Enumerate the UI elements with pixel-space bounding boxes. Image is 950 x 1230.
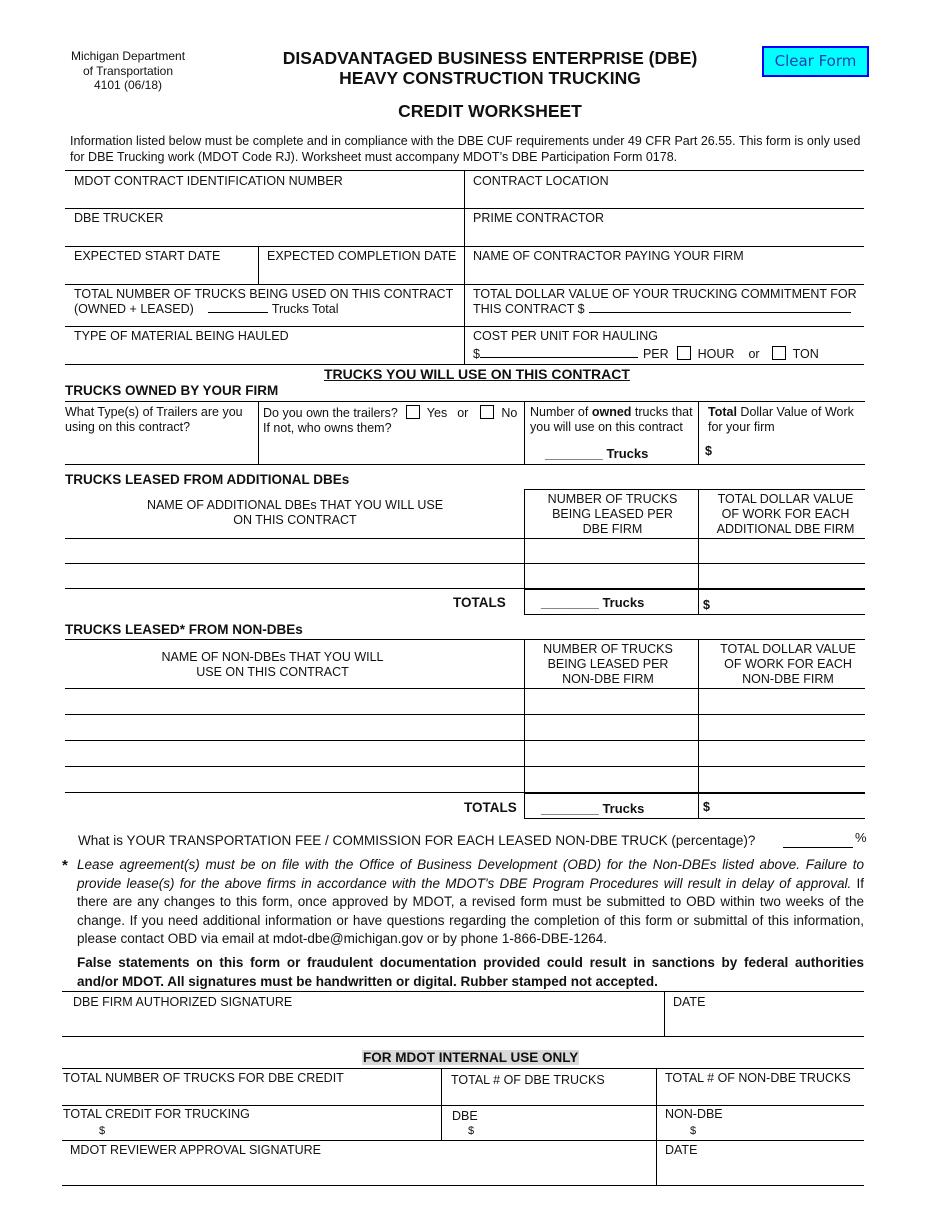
grid-line bbox=[698, 401, 699, 464]
dbe-name-col-header: NAME OF ADDITIONAL DBEs THAT YOU WILL USE ON THIS CONTRACT bbox=[146, 498, 444, 527]
total-credit-field[interactable]: $ bbox=[99, 1125, 106, 1137]
owned-total-label bbox=[708, 405, 854, 435]
who-owns-field[interactable]: If not, who owns them? bbox=[263, 421, 392, 435]
agency-line2: of Transportation bbox=[82, 63, 174, 78]
dbe-row-total-input[interactable] bbox=[699, 539, 864, 562]
dollar-sign: $ bbox=[473, 347, 480, 361]
yes-checkbox[interactable] bbox=[406, 405, 420, 419]
grid-line bbox=[62, 1068, 864, 1069]
reviewer-signature-field[interactable]: MDOT REVIEWER APPROVAL SIGNATURE bbox=[70, 1143, 321, 1157]
grid-line bbox=[62, 991, 864, 992]
nondbe-row-total-input[interactable] bbox=[699, 767, 864, 791]
nondbe-totals-trucks[interactable]: ________ Trucks bbox=[541, 801, 645, 816]
clear-form-button[interactable]: Clear Form bbox=[762, 46, 869, 77]
no-checkbox[interactable] bbox=[480, 405, 494, 419]
total-trucks-label: TOTAL NUMBER OF TRUCKS BEING USED ON THIS CONTRACT bbox=[74, 287, 454, 301]
total-nondbe-trucks-field[interactable]: TOTAL # OF NON-DBE TRUCKS bbox=[665, 1071, 851, 1085]
total-dollar-field[interactable] bbox=[473, 302, 851, 317]
dbe-totals-label: TOTALS bbox=[453, 595, 506, 610]
dbe-total-col-header: TOTAL DOLLAR VALUE OF WORK FOR EACH ADDITIONAL DBE FIRM bbox=[716, 492, 855, 536]
num-owned-label bbox=[530, 405, 693, 435]
completion-date-field[interactable]: EXPECTED COMPLETION DATE bbox=[267, 249, 457, 263]
nondbe-totals-label: TOTALS bbox=[464, 800, 517, 815]
nondbe-number-col-header: NUMBER OF TRUCKS BEING LEASED PER NON-DBE FIRM bbox=[543, 642, 673, 686]
no-label: No bbox=[501, 406, 518, 420]
footnote-text bbox=[77, 856, 864, 949]
dbe-totals-trucks[interactable]: ________ Trucks bbox=[541, 595, 645, 610]
grid-line bbox=[258, 401, 259, 464]
owned-total-field[interactable]: $ bbox=[705, 444, 712, 458]
yes-label: Yes bbox=[426, 406, 448, 420]
footnote-asterisk: * bbox=[62, 857, 68, 874]
contract-location-field[interactable]: CONTRACT LOCATION bbox=[473, 174, 609, 188]
nondbe-row-total-input[interactable] bbox=[699, 715, 864, 739]
owned-heading: TRUCKS OWNED BY YOUR FIRM bbox=[65, 383, 279, 398]
nondbe-total-col-header: TOTAL DOLLAR VALUE OF WORK FOR EACH NON-DBE FIRM bbox=[720, 642, 856, 686]
grid-line bbox=[524, 793, 865, 794]
grid-line bbox=[464, 170, 465, 364]
nondbe-row-name-input[interactable] bbox=[65, 715, 523, 739]
grid-line bbox=[524, 401, 525, 464]
dbe-row-total-input[interactable] bbox=[699, 564, 864, 587]
grid-line bbox=[524, 818, 865, 819]
fee-question: What is YOUR TRANSPORTATION FEE / COMMISSION FOR EACH LEASED NON-DBE TRUCK (percentage)? bbox=[78, 833, 756, 848]
trailer-type-line2: using on this contract? bbox=[65, 420, 191, 434]
reviewer-date-field[interactable]: DATE bbox=[665, 1143, 698, 1157]
intro-line2: for DBE Trucking work (MDOT Code RJ). Worksheet must accompany MDOT’s DBE Participation Form 0178. bbox=[70, 149, 678, 164]
fee-percentage-input[interactable] bbox=[783, 832, 853, 848]
trailer-type-field[interactable] bbox=[65, 405, 243, 435]
total-trucks-credit-field[interactable]: TOTAL NUMBER OF TRUCKS FOR DBE CREDIT bbox=[63, 1071, 344, 1085]
fee-percent-sign: % bbox=[855, 830, 867, 845]
intro-line1: Information listed below must be complete and in compliance with the DBE CUF requirements under 49 CFR Part 26.55. This form is only used bbox=[70, 134, 861, 148]
grid-line bbox=[524, 614, 865, 615]
dbe-row-name-input[interactable] bbox=[65, 539, 523, 562]
footnote-normal: If there are any changes to this form, once approved by MDOT, a revised form must be submitted to OBD within two weeks of the change. If you need additional information or have questions regarding the completion of this form or submittal of this information, please contact OBD via email at mdot-dbe@michigan.gov or by phone 1-866-DBE-1264. bbox=[77, 875, 864, 946]
nondbe-row-number-input[interactable] bbox=[525, 715, 697, 739]
dbe-totals-dollar[interactable]: $ bbox=[703, 598, 710, 612]
grid-line bbox=[524, 489, 865, 490]
title-line1: DISADVANTAGED BUSINESS ENTERPRISE (DBE) bbox=[282, 48, 698, 68]
owned-total-line2: for your firm bbox=[708, 420, 775, 434]
title-line2: HEAVY CONSTRUCTION TRUCKING bbox=[339, 68, 641, 88]
own-trailers-field bbox=[263, 405, 517, 436]
total-dollar-blank[interactable] bbox=[589, 312, 851, 313]
dbe-credit-field[interactable]: $ bbox=[468, 1125, 475, 1137]
grid-line bbox=[441, 1068, 442, 1140]
total-dollar-label: TOTAL DOLLAR VALUE OF YOUR TRUCKING COMMITMENT FOR bbox=[473, 287, 857, 301]
dbe-number-col-header: NUMBER OF TRUCKS BEING LEASED PER DBE FIRM bbox=[547, 492, 678, 536]
nondbe-totals-dollar[interactable]: $ bbox=[703, 800, 710, 814]
or-label: or bbox=[748, 347, 760, 361]
nondbe-row-total-input[interactable] bbox=[699, 689, 864, 713]
this-contract-label: THIS CONTRACT $ bbox=[473, 302, 585, 316]
leased-nondbe-heading: TRUCKS LEASED* FROM NON-DBEs bbox=[65, 622, 303, 637]
nondbe-row-number-input[interactable] bbox=[525, 741, 697, 765]
contract-id-field[interactable]: MDOT CONTRACT IDENTIFICATION NUMBER bbox=[74, 174, 343, 188]
nondbe-row-name-input[interactable] bbox=[65, 741, 523, 765]
or-label: or bbox=[457, 406, 469, 420]
owned-total-bold: Total bbox=[708, 405, 737, 419]
internal-heading: FOR MDOT INTERNAL USE ONLY bbox=[363, 1050, 579, 1065]
dbe-row-number-input[interactable] bbox=[525, 564, 697, 587]
ton-label: TON bbox=[792, 347, 819, 361]
trucks-total-blank[interactable] bbox=[208, 312, 268, 313]
grid-line bbox=[258, 246, 259, 284]
num-owned-bold: owned bbox=[591, 405, 632, 419]
leased-dbe-heading: TRUCKS LEASED FROM ADDITIONAL DBEs bbox=[65, 472, 350, 487]
dbe-row-name-input[interactable] bbox=[65, 564, 523, 587]
form-number: 4101 (06/18) bbox=[93, 78, 163, 92]
cost-per-unit-field[interactable] bbox=[473, 346, 819, 362]
nondbe-row-name-input[interactable] bbox=[65, 689, 523, 713]
agency-block bbox=[58, 49, 198, 93]
per-label: PER bbox=[642, 347, 669, 361]
nondbe-row-total-input[interactable] bbox=[699, 741, 864, 765]
signature-date-field[interactable]: DATE bbox=[673, 995, 706, 1009]
own-trailers-question: Do you own the trailers? bbox=[263, 406, 398, 420]
num-owned-line2: you will use on this contract bbox=[530, 420, 683, 434]
start-date-field[interactable]: EXPECTED START DATE bbox=[74, 249, 221, 263]
grid-line bbox=[65, 364, 864, 365]
grid-line bbox=[62, 1036, 864, 1037]
cost-blank[interactable] bbox=[480, 357, 638, 358]
footnote-italic: Lease agreement(s) must be on file with the Office of Business Development (OBD) for the Non-DBEs listed above. Failure to provide lease(s) for the above firms in accordance with the MDOT's DBE Program Procedures will result in delay of approval. bbox=[77, 857, 864, 891]
grid-line bbox=[524, 589, 865, 590]
dbe-row-number-input[interactable] bbox=[525, 539, 697, 562]
warning-text: False statements on this form or fraudulent documentation provided could result in sanctions by federal authorities and/or MDOT. All signatures must be handwritten or digital. Rubber stamped not accepted. bbox=[77, 955, 864, 989]
total-credit-label: TOTAL CREDIT FOR TRUCKING bbox=[63, 1107, 250, 1121]
nondbe-row-number-input[interactable] bbox=[525, 689, 697, 713]
total-trucks-field[interactable] bbox=[74, 302, 339, 317]
grid-line bbox=[65, 464, 865, 465]
trailer-type-line1: What Type(s) of Trailers are you bbox=[65, 405, 243, 419]
trucks-total-suffix: Trucks Total bbox=[271, 302, 339, 316]
agency-line1: Michigan Department bbox=[70, 49, 186, 63]
dbe-signature-field[interactable]: DBE FIRM AUTHORIZED SIGNATURE bbox=[73, 995, 293, 1009]
material-field[interactable]: TYPE OF MATERIAL BEING HAULED bbox=[74, 329, 289, 343]
form-title bbox=[240, 48, 740, 88]
grid-line bbox=[62, 1105, 864, 1106]
grid-line bbox=[656, 1068, 657, 1185]
paying-contractor-field[interactable]: NAME OF CONTRACTOR PAYING YOUR FIRM bbox=[473, 249, 744, 263]
nondbe-row-name-input[interactable] bbox=[65, 767, 523, 791]
grid-line bbox=[65, 401, 865, 402]
intro-text bbox=[70, 134, 860, 165]
ton-checkbox[interactable] bbox=[772, 346, 786, 360]
total-dbe-trucks-field[interactable]: TOTAL # OF DBE TRUCKS bbox=[451, 1073, 605, 1087]
cost-per-unit-label: COST PER UNIT FOR HAULING bbox=[473, 329, 658, 343]
owned-leased-label: (OWNED + LEASED) bbox=[74, 302, 194, 316]
prime-contractor-field[interactable]: PRIME CONTRACTOR bbox=[473, 211, 605, 225]
nondbe-credit-field[interactable]: $ bbox=[690, 1125, 697, 1137]
nondbe-row-number-input[interactable] bbox=[525, 767, 697, 791]
hour-label: HOUR bbox=[697, 347, 735, 361]
nondbe-credit-label: NON-DBE bbox=[665, 1107, 723, 1121]
owned-total-rest: Dollar Value of Work bbox=[736, 405, 854, 419]
num-owned-post: trucks that bbox=[631, 405, 693, 419]
grid-line bbox=[664, 991, 665, 1036]
dbe-credit-label: DBE bbox=[452, 1109, 478, 1123]
hour-checkbox[interactable] bbox=[677, 346, 691, 360]
dbe-trucker-field[interactable]: DBE TRUCKER bbox=[74, 211, 164, 225]
grid-line bbox=[62, 1140, 864, 1141]
num-owned-pre: Number of bbox=[530, 405, 592, 419]
nondbe-name-col-header: NAME OF NON-DBEs THAT YOU WILL USE ON THIS CONTRACT bbox=[161, 650, 384, 679]
owned-trucks-field[interactable]: ________ Trucks bbox=[545, 446, 649, 461]
trucks-header: TRUCKS YOU WILL USE ON THIS CONTRACT bbox=[324, 366, 630, 382]
form-subtitle: CREDIT WORKSHEET bbox=[398, 101, 582, 121]
grid-line bbox=[62, 1185, 864, 1186]
grid-line bbox=[65, 639, 865, 640]
